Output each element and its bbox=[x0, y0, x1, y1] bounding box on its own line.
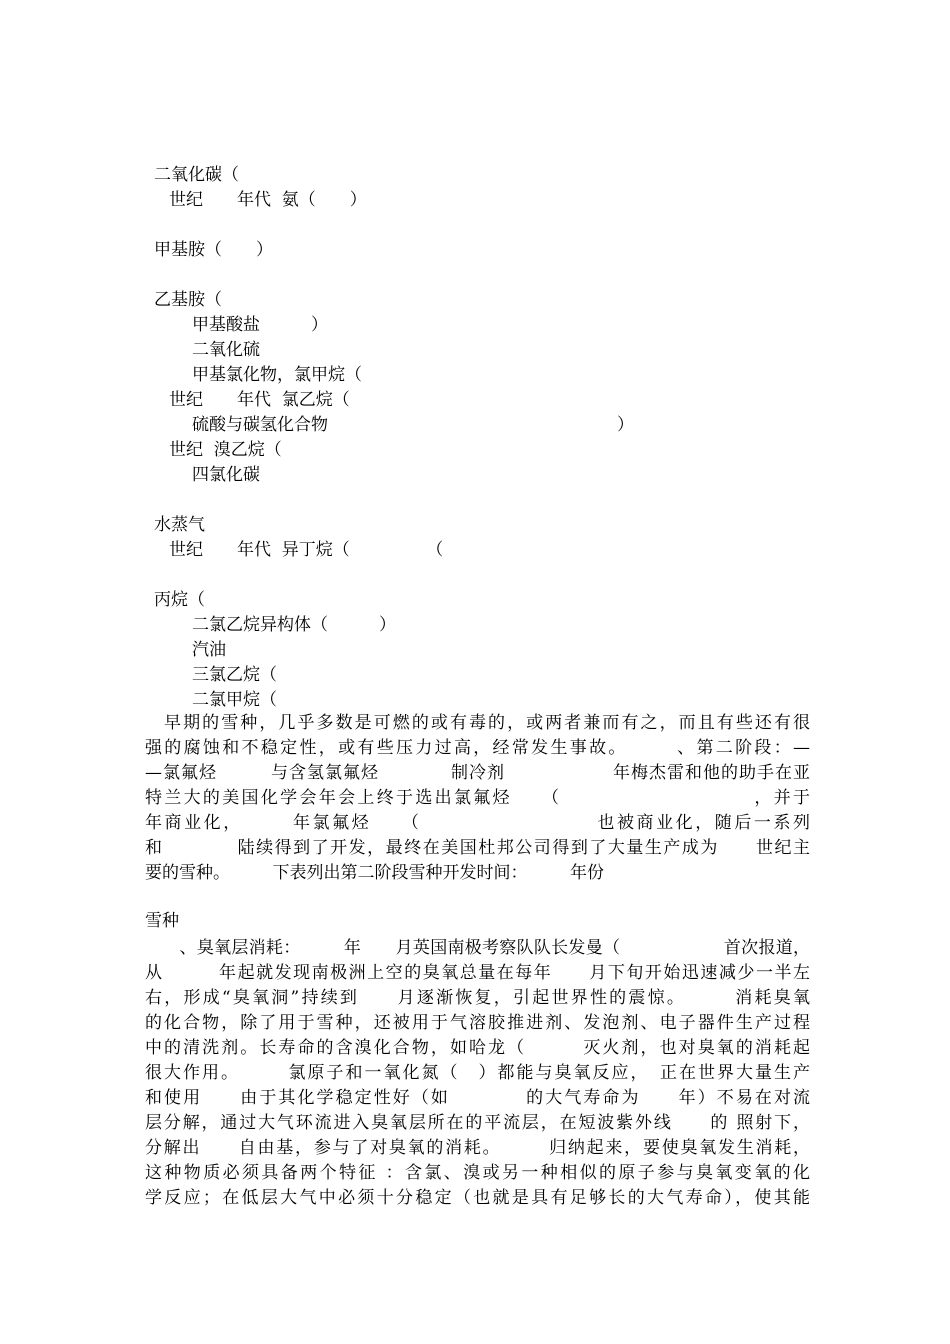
paragraph-line: 分解出 自由基，参与了对臭氧的消耗。 归纳起来，要使臭氧发生消耗， bbox=[145, 1138, 810, 1158]
list-line: 四氯化碳 bbox=[192, 465, 260, 485]
list-line: 二氯乙烷异构体（ ） bbox=[192, 615, 396, 635]
paragraph-line: 层分解，通过大气环流进入臭氧层所在的平流层，在短波紫外线 的 照射下， bbox=[145, 1113, 810, 1133]
list-line: 二氯甲烷（ bbox=[192, 690, 277, 710]
paragraph-line: 右，形成“臭氧洞”持续到 月逐渐恢复，引起世界性的震惊。 消耗臭氧 bbox=[145, 988, 810, 1008]
list-line: 世纪 溴乙烷（ bbox=[169, 440, 282, 460]
paragraph-line: 强的腐蚀和不稳定性，或有些压力过高，经常发生事故。 、第二阶段：— bbox=[145, 738, 810, 758]
paragraph-line: 和 陆续得到了开发，最终在美国杜邦公司得到了大量生产成为 世纪主 bbox=[145, 838, 810, 858]
paragraph-line: 和使用 由于其化学稳定性好（如 的大气寿命为 年）不易在对流 bbox=[145, 1088, 810, 1108]
list-line: 甲基胺（ ） bbox=[154, 240, 273, 260]
section-heading: 雪种 bbox=[145, 911, 179, 931]
paragraph-line: 要的雪种。 下表列出第二阶段雪种开发时间： 年份 bbox=[145, 863, 604, 883]
list-line: 二氧化碳（ bbox=[154, 165, 239, 185]
paragraph-line: 的化合物，除了用于雪种，还被用于气溶胶推进剂、发泡剂、电子器件生产过程 bbox=[145, 1013, 810, 1033]
list-line: 甲基酸盐 ） bbox=[192, 315, 328, 335]
paragraph-line: 很大作用。 氯原子和一氧化氮（ ）都能与臭氧反应， 正在世界大量生产 bbox=[145, 1063, 810, 1083]
paragraph-line: 从 年起就发现南极洲上空的臭氧总量在每年 月下旬开始迅速减少一半左 bbox=[145, 963, 810, 983]
list-line: 乙基胺（ bbox=[154, 290, 222, 310]
paragraph-line: —氯氟烃 与含氢氯氟烃 制冷剂 年梅杰雷和他的助手在亚 bbox=[145, 763, 810, 783]
paragraph-line: 中的清洗剂。长寿命的含溴化合物，如哈龙（ 灭火剂，也对臭氧的消耗起 bbox=[145, 1038, 810, 1058]
list-line: 水蒸气 bbox=[154, 515, 205, 535]
paragraph-line: 年商业化， 年氯氟烃 （ 也被商业化，随后一系列 bbox=[145, 813, 810, 833]
list-line: 世纪 年代 氯乙烷（ bbox=[169, 390, 350, 410]
paragraph-line: 特兰大的美国化学会年会上终于选出氯氟烃 （ ，并于 bbox=[145, 788, 810, 808]
paragraph-line: 、臭氧层消耗： 年 月英国南极考察队队长发曼（ 首次报道， bbox=[145, 938, 810, 958]
list-line: 二氧化硫 bbox=[192, 340, 260, 360]
list-line: 汽油 bbox=[192, 640, 226, 660]
paragraph-line: 学反应；在低层大气中必须十分稳定（也就是具有足够长的大气寿命），使其能 bbox=[145, 1188, 810, 1208]
list-line: 丙烷（ bbox=[154, 590, 205, 610]
list-line: 甲基氯化物，氯甲烷（ bbox=[192, 365, 362, 385]
list-line: 世纪 年代 异丁烷（ （ bbox=[169, 540, 444, 560]
paragraph-line: 早期的雪种，几乎多数是可燃的或有毒的，或两者兼而有之，而且有些还有很 bbox=[145, 713, 810, 733]
paragraph-line: 这种物质必须具备两个特征 ：含氯、溴或另一种相似的原子参与臭氧变氧的化 bbox=[145, 1163, 810, 1183]
list-line: 三氯乙烷（ bbox=[192, 665, 277, 685]
list-line: 世纪 年代 氨（ ） bbox=[169, 190, 367, 210]
list-line: 硫酸与碳氢化合物 ） bbox=[192, 415, 634, 435]
